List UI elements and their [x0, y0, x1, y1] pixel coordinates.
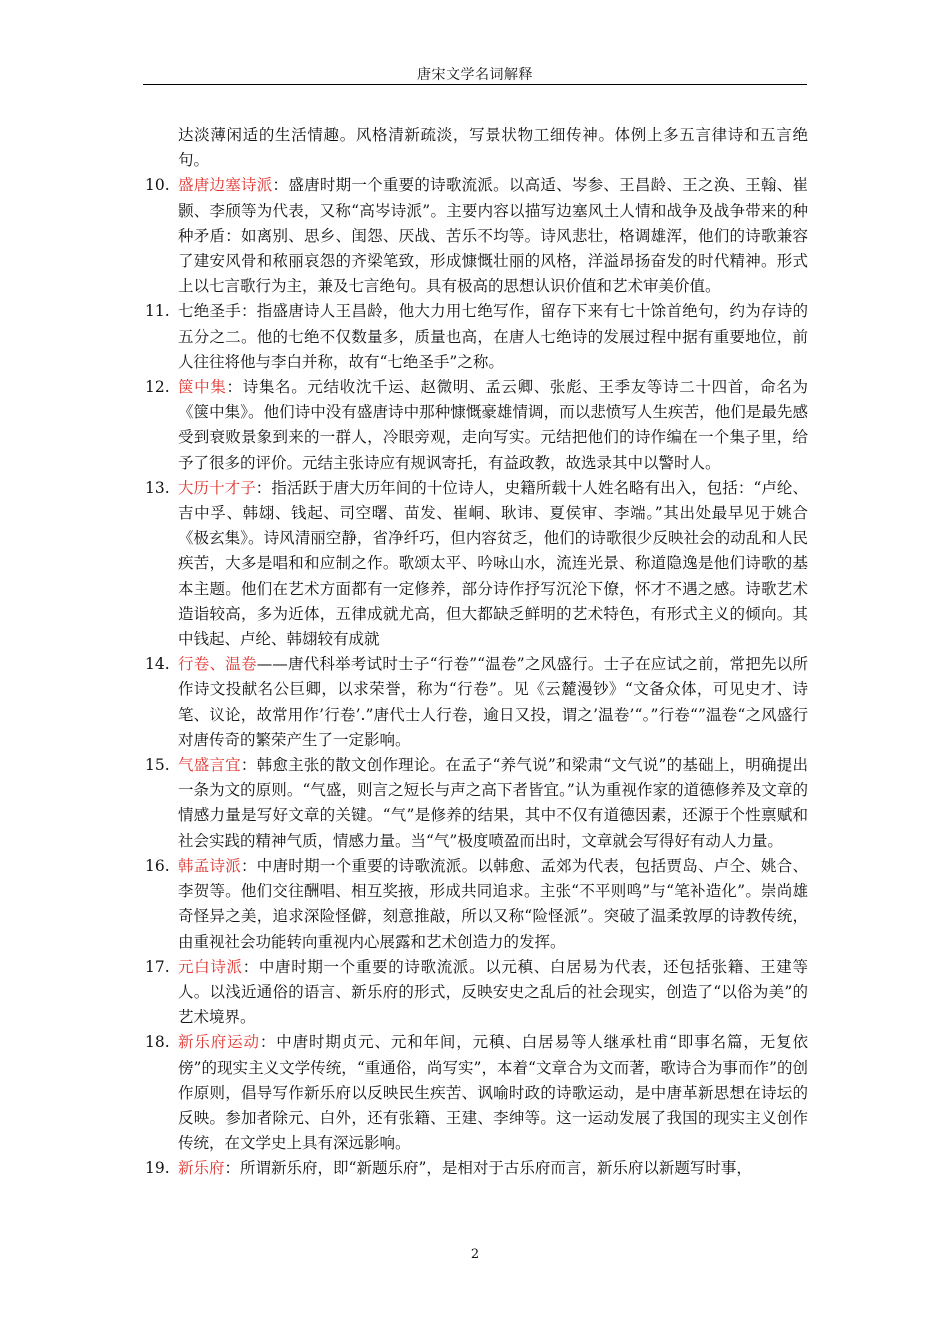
glossary-entry — [145, 854, 808, 955]
glossary-entry — [145, 652, 808, 753]
glossary-entry — [145, 753, 808, 854]
entry-number: 16. — [145, 856, 170, 875]
intro-paragraph: 达淡薄闲适的生活情趣。风格清新疏淡，写景状物工细传神。体例上多五言律诗和五言绝句。 — [178, 126, 808, 170]
document-body — [145, 123, 808, 1182]
entry-number: 19. — [145, 1159, 170, 1178]
entry-number: 10. — [145, 176, 170, 195]
entry-definition: 诗集名。元结收沈千运、赵微明、孟云卿、张彪、王季友等诗二十四首，命名为《箧中集》。他们诗中没有盛唐诗中那种慷慨豪雄情调，而以悲愤写人生疾苦，他们是最先感受到衰败景象到来的一群人，冷眼旁观，走向写实。元结把他们的诗作编在一个集子里，给予了很多的评价。元结主张诗应有规讽寄托，有益政教，故选录其中以警时人。 — [178, 378, 808, 472]
entry-term: 新乐府 — [178, 1159, 225, 1178]
entry-separator: ： — [242, 957, 259, 976]
entry-term: 新乐府运动 — [178, 1033, 260, 1052]
entry-term: 盛唐边塞诗派 — [178, 176, 273, 195]
page-number: 2 — [470, 1247, 480, 1262]
header-divider — [143, 84, 807, 85]
entry-separator: ： — [255, 478, 272, 497]
entry-term: 箧中集 — [178, 378, 227, 397]
entry-term: 气盛言宜 — [178, 756, 241, 775]
entry-number: 11. — [145, 302, 170, 321]
glossary-entry — [145, 1030, 808, 1156]
entry-definition: 所谓新乐府，即“新题乐府”，是相对于古乐府而言，新乐府以新题写时事， — [240, 1159, 752, 1178]
entry-separator: ： — [259, 1033, 277, 1052]
entry-definition: 韩愈主张的散文创作理论。在孟子“养气说”和梁肃“文气说”的基础上，明确提出一条为文的原则。“气盛，则言之短长与声之高下者皆宜。”认为重视作家的道德修养及文章的情感力量是写好文章的关键。“气”是修养的结果，其中不仅有道德因素，还源于个性禀赋和社会实践的精神气质，情感力量。当“气”极度喷盈而出时，文章就会写得好有动人力量。 — [178, 756, 808, 850]
entry-number: 13. — [145, 478, 170, 497]
page-header-title: 唐宋文学名词解释 — [417, 67, 533, 83]
glossary-entry — [145, 955, 808, 1031]
entry-definition: 盛唐时期一个重要的诗歌流派。以高适、岑参、王昌龄、王之涣、王翰、崔颢、李颀等为代表，又称“高岑诗派”。主要内容以描写边塞风土人情和战争及战争带来的种种矛盾：如离别、思乡、闺怨、厌战、苦乐不均等。诗风悲壮，格调雄浑，他们的诗歌兼容了建安风骨和秾丽哀怨的齐梁笔致，形成慷慨壮丽的风格，洋溢昂扬奋发的时代精神。形式上以七言歌行为主，兼及七言绝句。具有极高的思想认识价值和艺术审美价值。 — [178, 176, 808, 296]
entry-separator: —— — [256, 655, 288, 674]
entry-separator: ： — [240, 756, 257, 775]
entry-number: 18. — [145, 1033, 170, 1052]
entry-separator: ： — [226, 378, 243, 397]
entry-separator: ： — [241, 856, 257, 875]
entry-number: 15. — [145, 756, 170, 775]
entry-definition: 中唐时期一个重要的诗歌流派。以元稹、白居易为代表，还包括张籍、王建等人。以浅近通俗的语言、新乐府的形式，反映安史之乱后的社会现实，创造了“以俗为美”的艺术境界。 — [178, 957, 808, 1027]
entry-definition: 七绝圣手：指盛唐诗人王昌龄，他大力用七绝写作，留存下来有七十馀首绝句，约为存诗的五分之二。他的七绝不仅数量多，质量也高，在唐人七绝诗的发展过程中据有重要地位，前人往往将他与李白并称，故有“七绝圣手”之称。 — [178, 302, 808, 371]
entry-number: 17. — [145, 957, 170, 976]
glossary-entry — [145, 1156, 808, 1181]
entry-number: 12. — [145, 378, 170, 397]
glossary-entry — [145, 476, 808, 652]
entry-separator: ： — [224, 1159, 241, 1178]
glossary-entry — [145, 173, 808, 299]
entry-definition: 唐代科举考试时士子“行卷”“温卷”之风盛行。士子在应试之前，常把先以所作诗文投献名公巨卿，以求荣誉，称为“行卷”。见《云麓漫钞》“文备众体，可见史才、诗笔、议论，故常用作’行卷’.”唐代士人行卷，逾日又投，谓之’温卷’“。”行卷“”温卷“之风盛行对唐传奇的繁荣产生了一定影响。 — [178, 655, 808, 749]
glossary-entry — [145, 375, 808, 476]
glossary-entry — [145, 299, 808, 375]
entry-definition: 中唐时期一个重要的诗歌流派。以韩愈、孟郊为代表，包括贾岛、卢仝、姚合、李贺等。他们交往酬唱、相互奖掖，形成共同追求。主张“不平则鸣”与“笔补造化”。崇尚雄奇怪异之美，追求深险怪僻，刻意推敲，所以又称“险怪派”。突破了温柔敦厚的诗教传统，由重视社会功能转向重视内心展露和艺术创造力的发挥。 — [178, 856, 808, 951]
entry-definition: 中唐时期贞元、元和年间，元稹、白居易等人继承杜甫“即事名篇，无复依傍”的现实主义文学传统，“重通俗，尚写实”，本着“文章合为文而著，歌诗合为事而作”的创作原则，倡导写作新乐府以反映民生疾苦、讽喻时政的诗歌运动，是中唐革新思想在诗坛的反映。参加者除元、白外，还有张籍、王建、李绅等。这一运动发展了我国的现实主义创作传统，在文学史上具有深远影响。 — [178, 1033, 808, 1153]
entry-term: 韩孟诗派 — [178, 856, 242, 875]
entry-term: 行卷、温卷 — [178, 655, 257, 674]
entry-separator: ： — [272, 176, 289, 195]
entry-number: 14. — [145, 655, 170, 674]
entry-definition: 指活跃于唐大历年间的十位诗人，史籍所载十人姓名略有出入，包括：“卢纶、吉中孚、韩翃、钱起、司空曙、苗发、崔峒、耿讳、夏侯审、李端。”其出处最早见于姚合《极玄集》。诗风清丽空静，省净纤巧，但内容贫乏，他们的诗歌很少反映社会的动乱和人民疾苦，大多是唱和和应制之作。歌颂太平、吟咏山水，流连光景、称道隐逸是他们诗歌的基本主题。他们在艺术方面都有一定修养，部分诗作抒写沉沦下僚，怀才不遇之感。诗歌艺术造诣较高，多为近体，五律成就尤高，但大都缺乏鲜明的艺术特色，有形式主义的倾向。其中钱起、卢纶、韩翃较有成就 — [178, 478, 808, 649]
entry-term: 大历十才子 — [178, 478, 256, 497]
entry-term: 元白诗派 — [178, 957, 243, 976]
